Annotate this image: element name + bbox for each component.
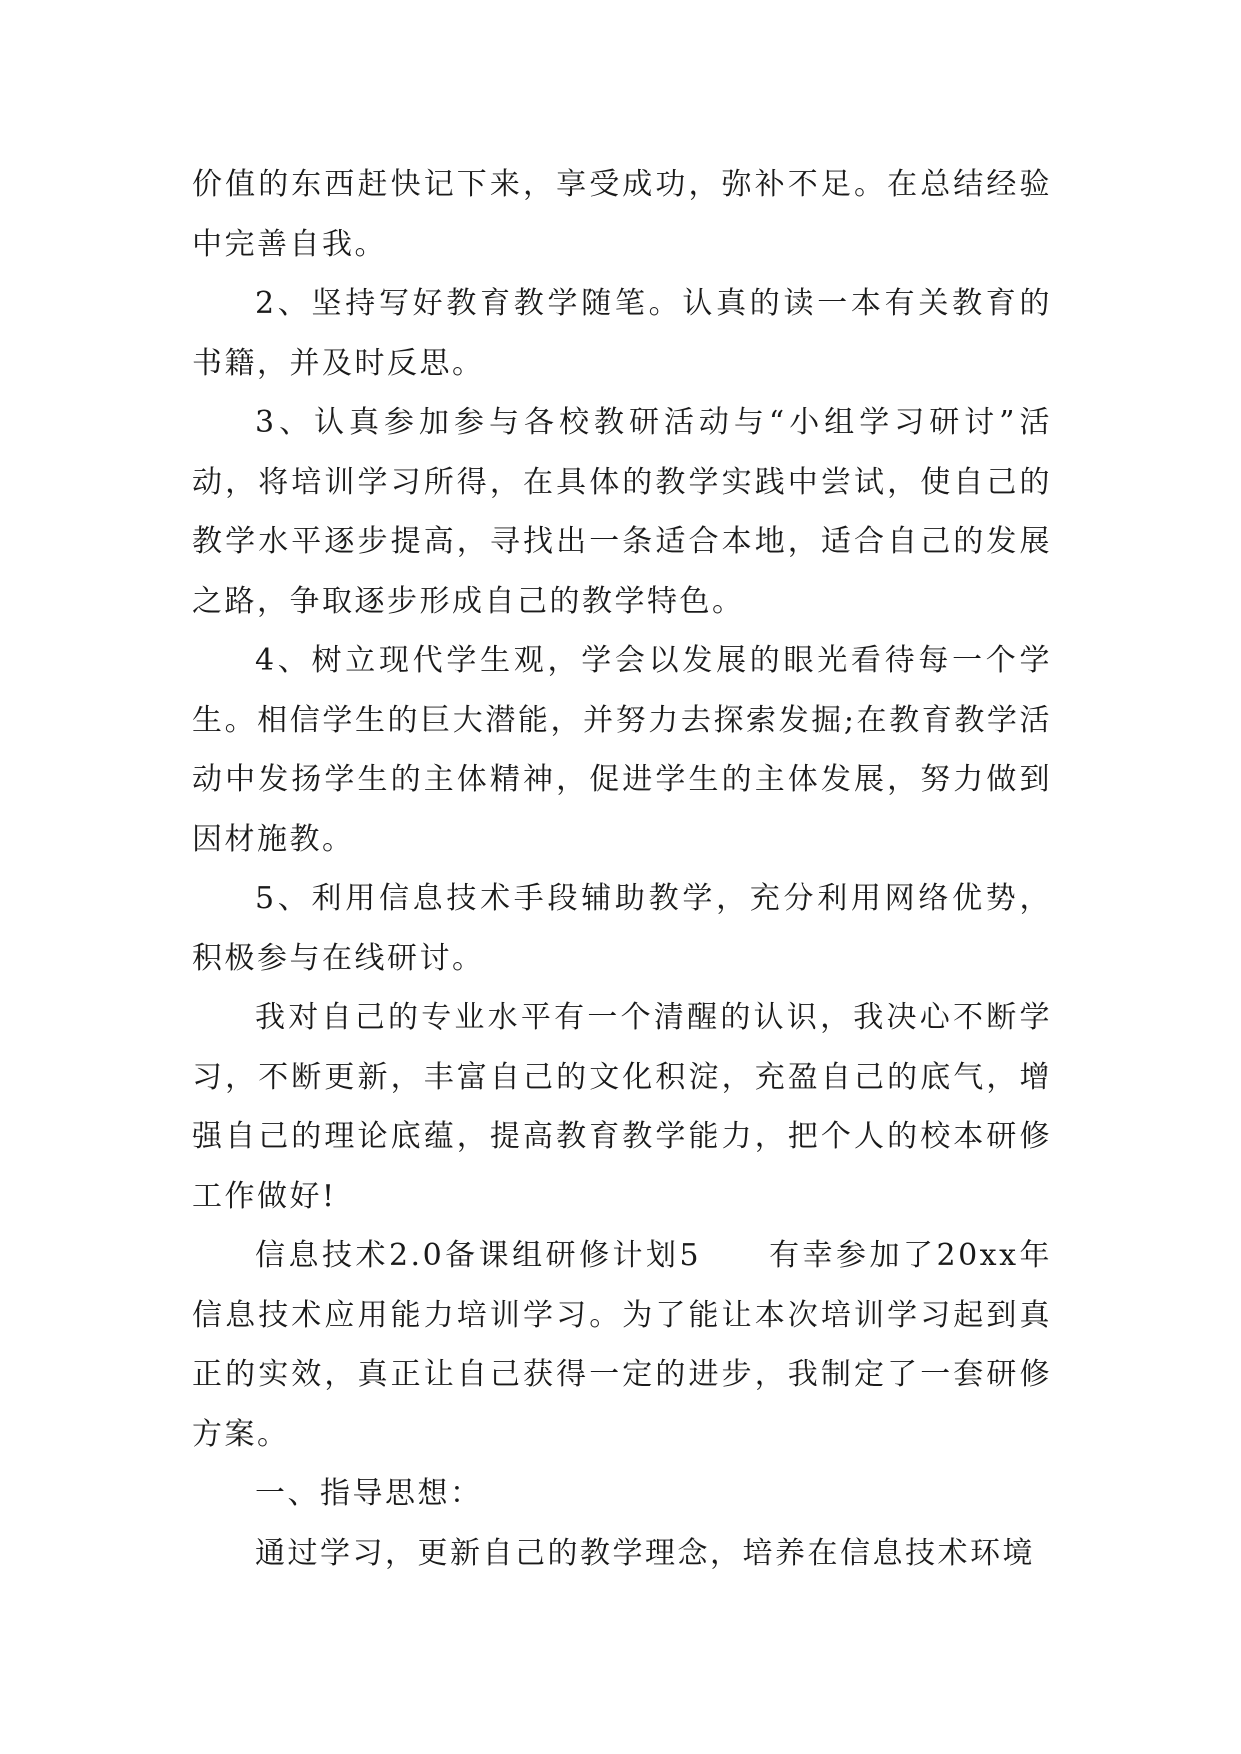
paragraph-item-5: 5、利用信息技术手段辅助教学，充分利用网络优势，积极参与在线研讨。 (192, 881, 1052, 976)
paragraph-conclusion: 我对自己的专业水平有一个清醒的认识，我决心不断学习，不断更新，丰富自己的文化积淀，充盈自己的底气，增强自己的理论底蕴，提高教育教学能力，把个人的校本研修工作做好! (192, 1000, 1052, 1214)
paragraph-plan-intro: 信息技术2.0备课组研修计划5 有幸参加了20xx年信息技术应用能力培训学习。为了能让本次培训学习起到真正的实效，真正让自己获得一定的进步，我制定了一套研修方案。 (192, 1238, 1052, 1452)
paragraph-guiding-thought: 通过学习，更新自己的教学理念，培养在信息技术环境 (255, 1535, 1035, 1571)
paragraph-item-4: 4、树立现代学生观，学会以发展的眼光看待每一个学生。相信学生的巨大潜能，并努力去探索发掘;在教育教学活动中发扬学生的主体精神，促进学生的主体发展，努力做到因材施教。 (192, 643, 1052, 857)
paragraph-item-3: 3、认真参加参与各校教研活动与“小组学习研讨”活动，将培训学习所得，在具体的教学实践中尝试，使自己的教学水平逐步提高，寻找出一条适合本地，适合自己的发展之路，争取逐步形成自己的教学特色。 (192, 405, 1052, 619)
document-body (192, 155, 1052, 1583)
section-heading-guiding-thought: 一、指导思想： (255, 1476, 483, 1511)
paragraph-item-2: 2、坚持写好教育教学随笔。认真的读一本有关教育的书籍，并及时反思。 (192, 286, 1052, 381)
paragraph-continuation: 价值的东西赶快记下来，享受成功，弥补不足。在总结经验中完善自我。 (192, 167, 1052, 262)
